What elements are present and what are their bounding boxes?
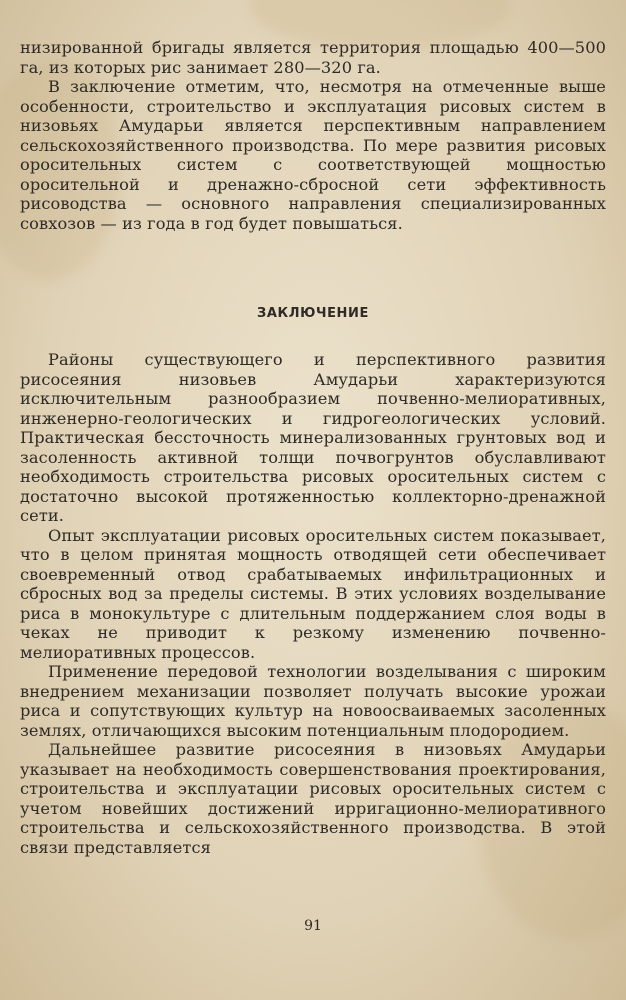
paragraph: Опыт эксплуатации рисовых оросительных систем показывает, что в целом принятая мощность отводящей сети обеспечивает своевременный отвод срабатываемых инфильтрационных и сбросных вод за пределы системы. В этих условиях возделывание риса в монокультуре с длительным поддержанием слоя воды в чеках не приводит к резкому изменению почвенно-мелиоративных процессов. [20,525,606,662]
conclusion-section [20,350,606,857]
paragraph: Дальнейшее развитие рисосеяния в низовьях Амударьи указывает на необходимость совершенствования проектирования, строительства и эксплуатации рисовых оросительных систем с учетом новейших достижений ирригационно-мелиоративного строительства и сельскохозяйственного производства. В этой связи представляется [20,740,606,857]
paragraph: Применение передовой технологии возделывания с широким внедрением механизации позволяет получать высокие урожаи риса и сопутствующих культур на новоосваиваемых засоленных землях, отличающихся высоким потенциальным плодородием. [20,662,606,740]
section-heading: ЗАКЛЮЧЕНИЕ [256,306,369,321]
top-section [20,38,606,233]
page-number: 91 [304,918,322,934]
paragraph: низированной бригады является территория площадью 400—500 га, из которых рис занимает 280—320 га. [20,38,606,77]
paragraph: В заключение отметим, что, несмотря на отмеченные выше особенности, строительство и эксплуатация рисовых систем в низовьях Амударьи является перспективным направлением сельскохозяйственного производства. По мере развития рисовых оросительных систем с соответствующей мощностью оросительной и дренажно-сбросной сети эффективность рисоводства — основного направления специализированных совхозов — из года в год будет повышаться. [20,77,606,233]
paragraph: Районы существующего и перспективного развития рисосеяния низовьев Амударьи характеризуются исключительным разнообразием почвенно-мелиоративных, инженерно-геологических и гидрогеологических условий. Практическая бессточность минерализованных грунтовых вод и засоленность активной толщи почвогрунтов обуславливают необходимость строительства рисовых оросительных систем с достаточно высокой протяженностью коллекторно-дренажной сети. [20,350,606,525]
